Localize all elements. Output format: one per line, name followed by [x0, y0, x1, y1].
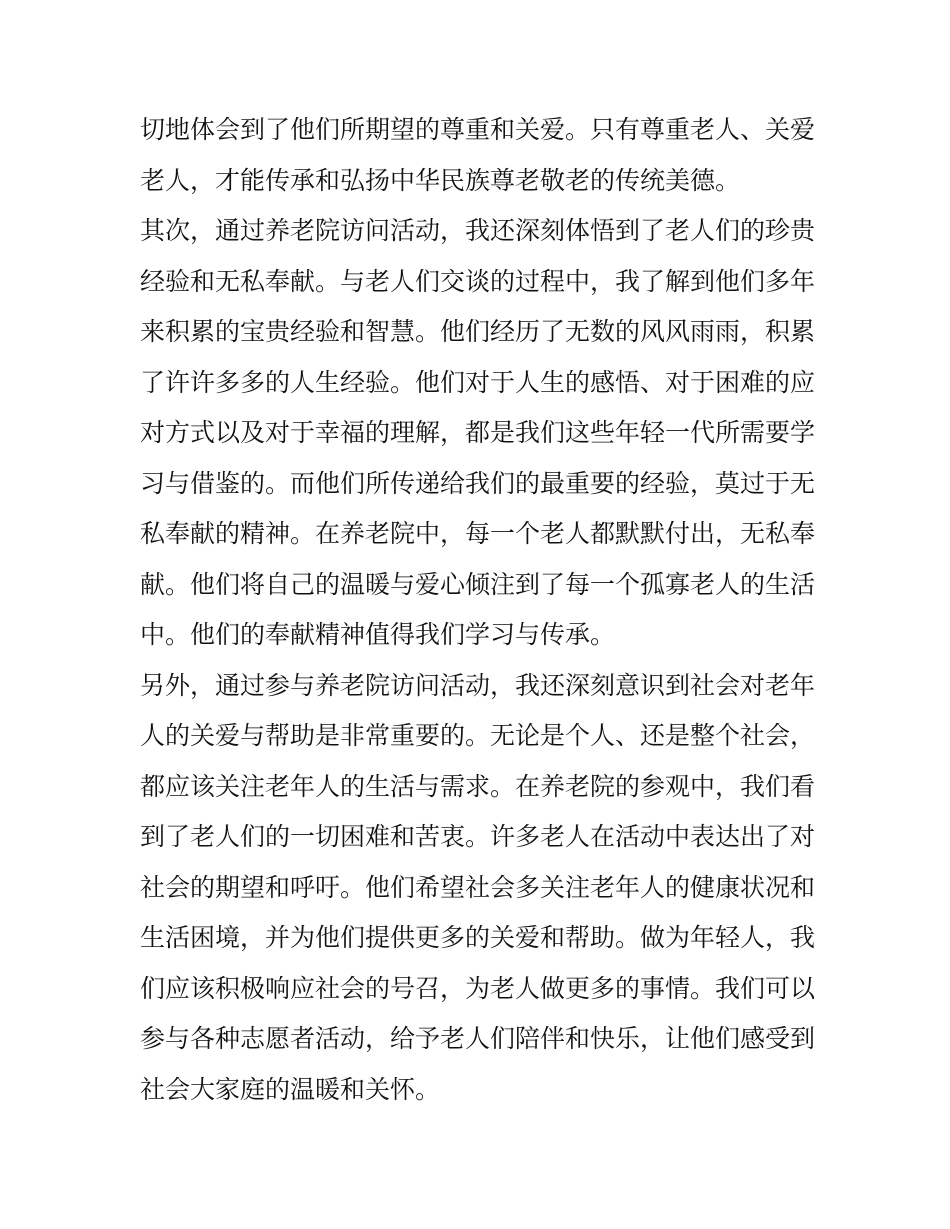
text-line: 对方式以及对于幸福的理解，都是我们这些年轻一代所需要学: [140, 418, 816, 447]
text-line: 献。他们将自己的温暖与爱心倾注到了每一个孤寡老人的生活: [140, 569, 816, 599]
text-line: 经验和无私奉献。与老人们交谈的过程中，我了解到他们多年: [140, 266, 816, 296]
text-line: 了许许多多的人生经验。他们对于人生的感悟、对于困难的应: [140, 367, 816, 397]
text-line: 其次，通过养老院访问活动，我还深刻体悟到了老人们的珍贵: [140, 216, 816, 245]
text-line: 老人，才能传承和弘扬中华民族尊老敬老的传统美德。: [140, 165, 741, 195]
text-line: 都应该关注老年人的生活与需求。在养老院的参观中，我们看: [140, 771, 816, 801]
text-line: 另外，通过参与养老院访问活动，我还深刻意识到社会对老年: [140, 670, 816, 700]
text-line: 私奉献的精神。在养老院中，每一个老人都默默付出，无私奉: [140, 519, 816, 548]
text-line: 生活困境，并为他们提供更多的关爱和帮助。做为年轻人，我: [140, 923, 816, 952]
text-line: 社会的期望和呼吁。他们希望社会多关注老年人的健康状况和: [140, 872, 816, 902]
text-line: 中。他们的奉献精神值得我们学习与传承。: [140, 620, 616, 649]
text-line: 人的关爱与帮助是非常重要的。无论是个人、还是整个社会，: [140, 721, 816, 750]
text-line: 到了老人们的一切困难和苦衷。许多老人在活动中表达出了对: [140, 822, 816, 851]
body-text: [140, 105, 820, 1115]
text-line: 们应该积极响应社会的号召，为老人做更多的事情。我们可以: [140, 973, 816, 1003]
text-line: 参与各种志愿者活动，给予老人们陪伴和快乐，让他们感受到: [140, 1024, 816, 1053]
text-line: 社会大家庭的温暖和关怀。: [140, 1074, 441, 1104]
text-line: 来积累的宝贵经验和智慧。他们经历了无数的风风雨雨，积累: [140, 317, 816, 346]
text-line: 习与借鉴的。而他们所传递给我们的最重要的经验，莫过于无: [140, 468, 816, 498]
text-line: 切地体会到了他们所期望的尊重和关爱。只有尊重老人、关爱: [140, 115, 816, 144]
